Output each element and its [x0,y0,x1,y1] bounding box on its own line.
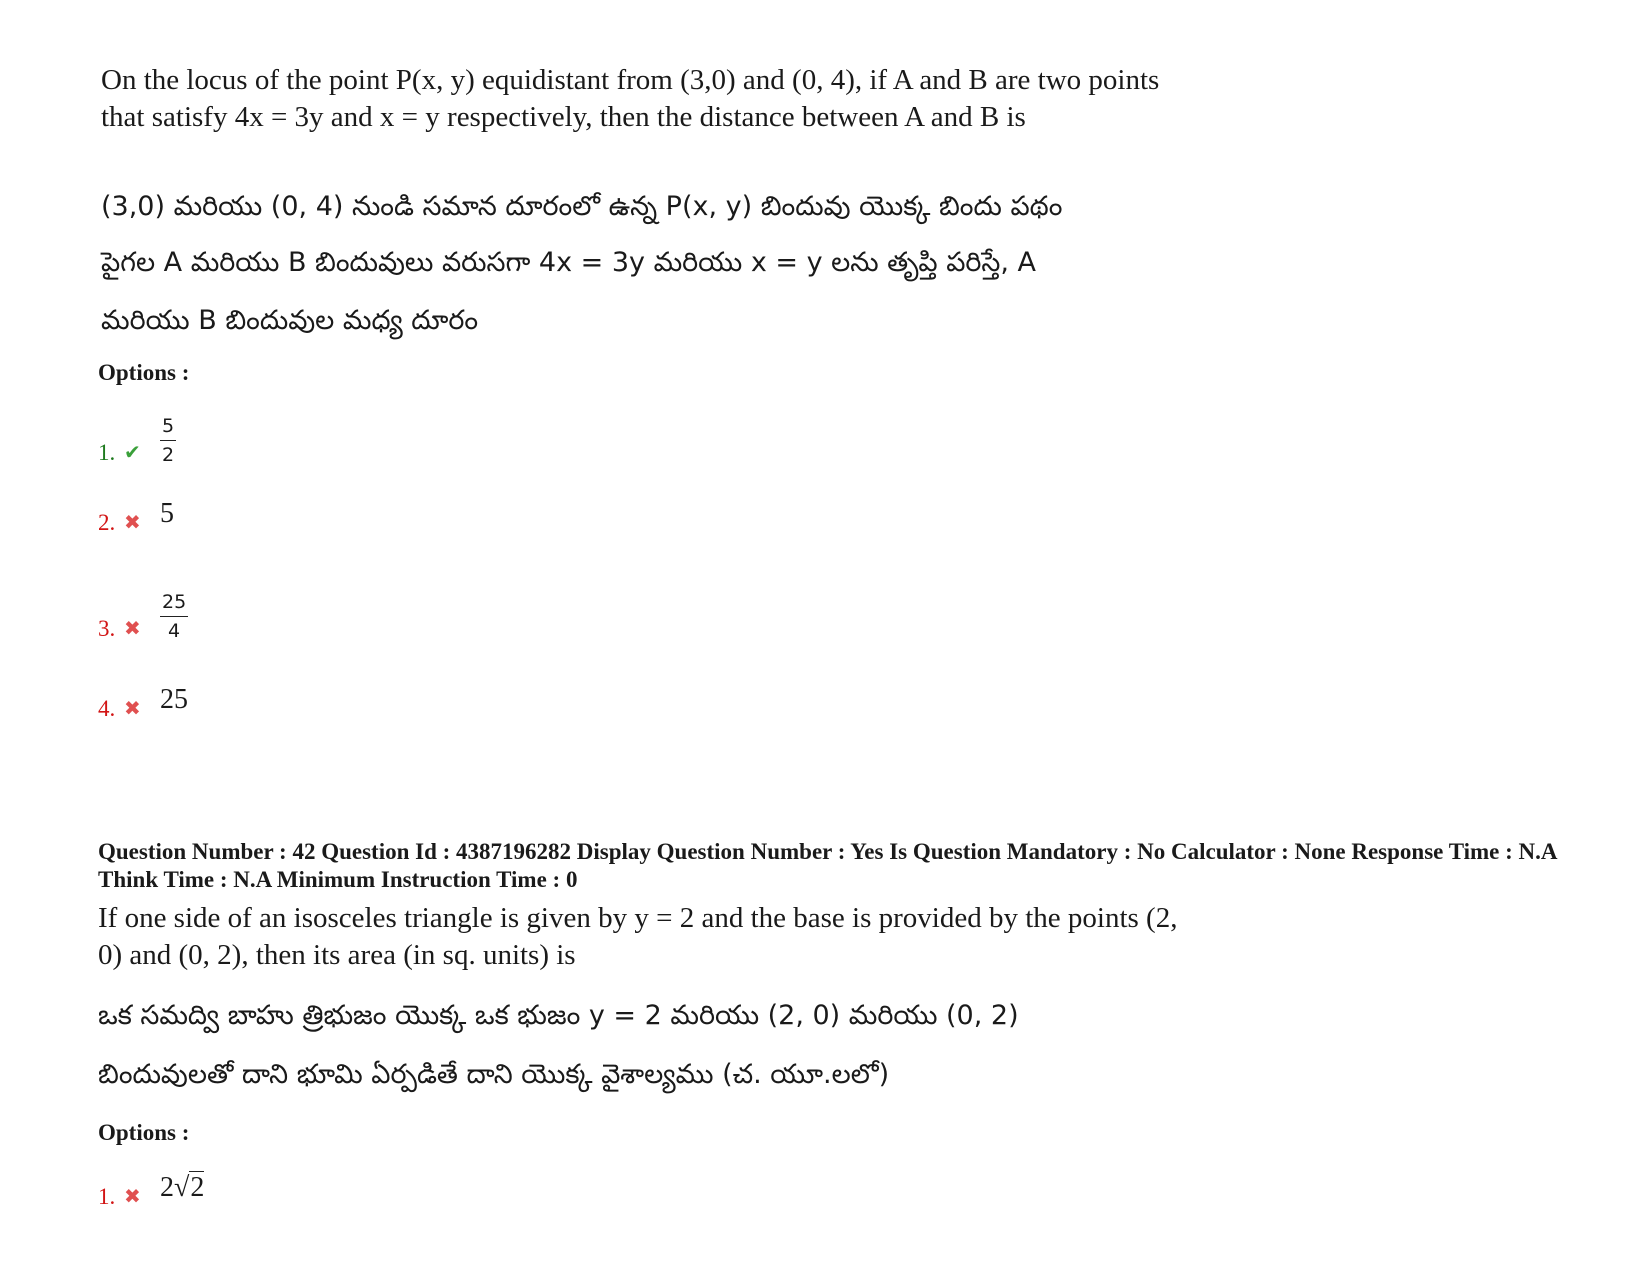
q42-option-1 [98,1140,498,1210]
sqrt-sign: √ [174,1172,190,1203]
option-fraction [160,415,176,466]
q41-question-text-te-line2: పైగల A మరియు B బిందువులు వరుసగా 4x = 3y మరియు x = y లను తృప్తి పరిస్తే, A [101,247,1036,278]
cross-icon: ✖ [124,1184,141,1208]
option-number: 3. [98,616,116,641]
fraction-denominator: 2 [162,444,175,466]
q41-question-text-te-line3: మరియు B బిందువుల మధ్య దూరం [101,305,479,336]
q42-metadata: Question Number : 42 Question Id : 4387196282 Display Question Number : Yes Is Question Mandatory : No Calculator : None Response Time : N.A Think Time : N.A Minimum Instruction Time : 0 [98,839,1557,892]
check-icon: ✔ [124,440,141,464]
q41-option-3 [98,572,498,642]
q41-option-1 [98,396,498,466]
q41-options-label: Options : [98,360,190,385]
q41-question-text-te-line1: (3,0) మరియు (0, 4) నుండి సమాన దూరంలో ఉన్న P(x, y) బిందువు యొక్క బిందు పథం [101,191,1063,222]
q41-question-text-en: On the locus of the point P(x, y) equidistant from (3,0) and (0, 4), if A and B are two points that satisfy 4x = 3y and x = y respectively, then the distance between A and B is [101,64,1160,133]
option-value: 5 [160,498,174,529]
cross-icon: ✖ [124,696,141,720]
q42-question-text-te-line2: బిందువులతో దాని భూమి ఏర్పడితే దాని యొక్క వైశాల్యము (చ. యూ.లలో) [98,1059,890,1090]
fraction-numerator: 25 [160,591,188,617]
option-number: 1. [98,1184,116,1209]
option-number: 2. [98,510,116,535]
cross-icon: ✖ [124,616,141,640]
sqrt-radicand: 2 [190,1172,205,1203]
q42-options-label: Options : [98,1120,190,1145]
q41-option-2 [98,466,498,536]
option-number: 1. [98,440,116,465]
q41-option-4 [98,652,498,722]
option-value: 25 [160,684,188,715]
option-number: 4. [98,696,116,721]
option-sqrt-expression [160,1172,204,1204]
sqrt-coefficient: 2 [160,1172,174,1203]
option-fraction [160,591,188,642]
q42-question-text-en: If one side of an isosceles triangle is given by y = 2 and the base is provided by the points (2, 0) and (0, 2), then its area (in sq. units) is [98,902,1178,971]
fraction-denominator: 4 [168,620,181,642]
fraction-numerator: 5 [160,415,176,441]
cross-icon: ✖ [124,510,141,534]
q42-question-text-te-line1: ఒక సమద్వి బాహు త్రిభుజం యొక్క ఒక భుజం y = 2 మరియు (2, 0) మరియు (0, 2) [98,1000,1019,1031]
